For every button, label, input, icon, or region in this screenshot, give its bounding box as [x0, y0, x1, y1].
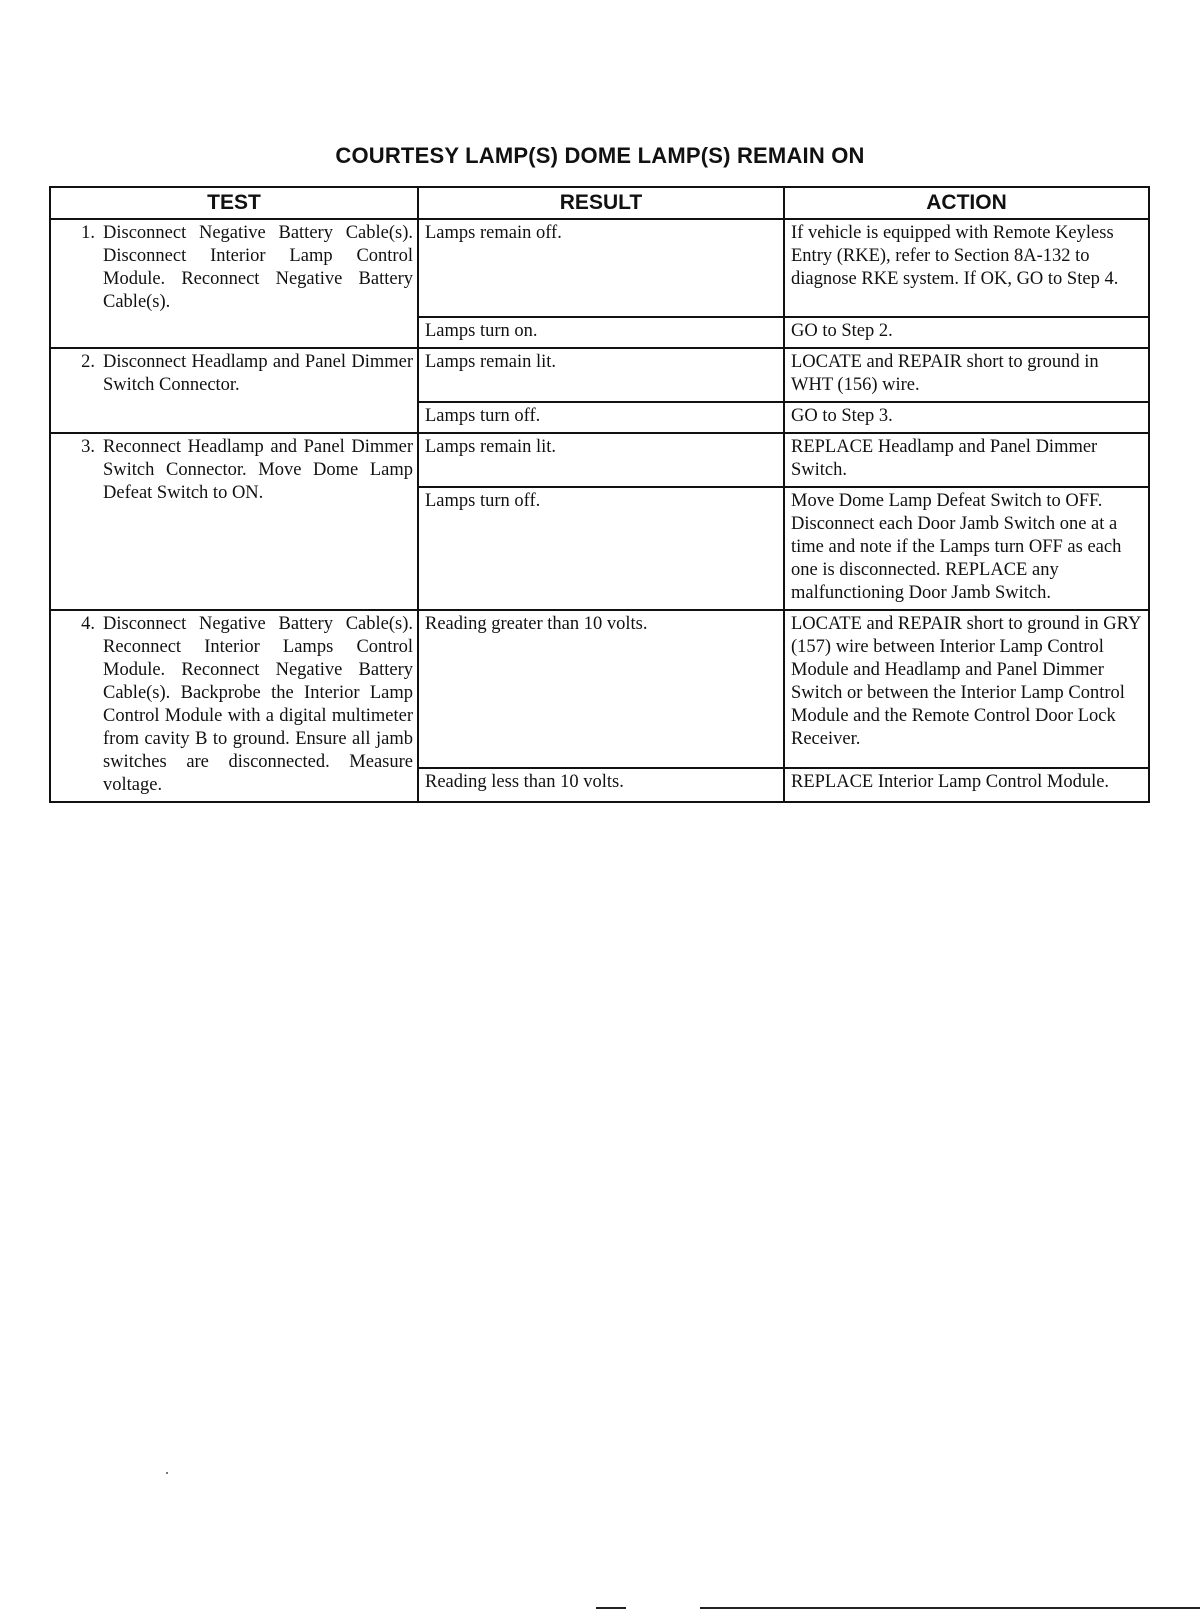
test-text: Disconnect Negative Battery Cable(s). Reconnect Interior Lamps Control Module. Reconnect Negative Battery Cable(s). Backprobe the Interior Lamp Control Module with a digital multimeter from cavity B to ground. Ensure all jamb switches are disconnected. Measure voltage.	[103, 614, 413, 795]
table-row	[50, 348, 1149, 402]
action-cell: Move Dome Lamp Defeat Switch to OFF. Disconnect each Door Jamb Switch one at a time and note if the Lamps turn OFF as each one is disconnected. REPLACE any malfunctioning Door Jamb Switch.	[784, 487, 1149, 610]
step-number: 3.	[81, 437, 95, 457]
header-test: TEST	[50, 187, 418, 219]
diagnostic-table	[49, 186, 1150, 803]
footer-rule-short	[596, 1607, 626, 1609]
step-number: 1.	[81, 223, 95, 243]
scan-speck	[166, 1472, 168, 1474]
test-cell-step-2	[50, 348, 418, 433]
action-cell: LOCATE and REPAIR short to ground in WHT (156) wire.	[784, 348, 1149, 402]
action-cell: REPLACE Interior Lamp Control Module.	[784, 768, 1149, 802]
action-cell: LOCATE and REPAIR short to ground in GRY (157) wire between Interior Lamp Control Module and Headlamp and Panel Dimmer Switch or between the Interior Lamp Control Module and the Remote Control Door Lock Receiver.	[784, 610, 1149, 768]
result-cell: Lamps turn on.	[418, 317, 784, 348]
result-cell: Lamps remain off.	[418, 219, 784, 317]
action-cell: If vehicle is equipped with Remote Keyless Entry (RKE), refer to Section 8A-132 to diagnose RKE system. If OK, GO to Step 4.	[784, 219, 1149, 317]
test-text: Reconnect Headlamp and Panel Dimmer Switch Connector. Move Dome Lamp Defeat Switch to ON.	[103, 437, 413, 503]
result-cell: Lamps remain lit.	[418, 433, 784, 487]
table-row	[50, 610, 1149, 768]
test-text: Disconnect Negative Battery Cable(s). Disconnect Interior Lamp Control Module. Reconnect Negative Battery Cable(s).	[103, 223, 413, 312]
test-cell-step-1	[50, 219, 418, 348]
header-result: RESULT	[418, 187, 784, 219]
header-action: ACTION	[784, 187, 1149, 219]
page-title: COURTESY LAMP(S) DOME LAMP(S) REMAIN ON	[335, 143, 865, 168]
test-text: Disconnect Headlamp and Panel Dimmer Switch Connector.	[103, 352, 413, 395]
test-cell-step-4	[50, 610, 418, 802]
table-row	[50, 219, 1149, 317]
action-cell: GO to Step 3.	[784, 402, 1149, 433]
test-cell-step-3	[50, 433, 418, 610]
step-number: 2.	[81, 352, 95, 372]
footer-rule-long	[700, 1607, 1200, 1609]
result-cell: Lamps turn off.	[418, 487, 784, 610]
action-cell: GO to Step 2.	[784, 317, 1149, 348]
result-cell: Reading greater than 10 volts.	[418, 610, 784, 768]
table-row	[50, 433, 1149, 487]
action-cell: REPLACE Headlamp and Panel Dimmer Switch.	[784, 433, 1149, 487]
result-cell: Reading less than 10 volts.	[418, 768, 784, 802]
step-number: 4.	[81, 614, 95, 634]
result-cell: Lamps remain lit.	[418, 348, 784, 402]
result-cell: Lamps turn off.	[418, 402, 784, 433]
table-header-row	[50, 187, 1149, 219]
